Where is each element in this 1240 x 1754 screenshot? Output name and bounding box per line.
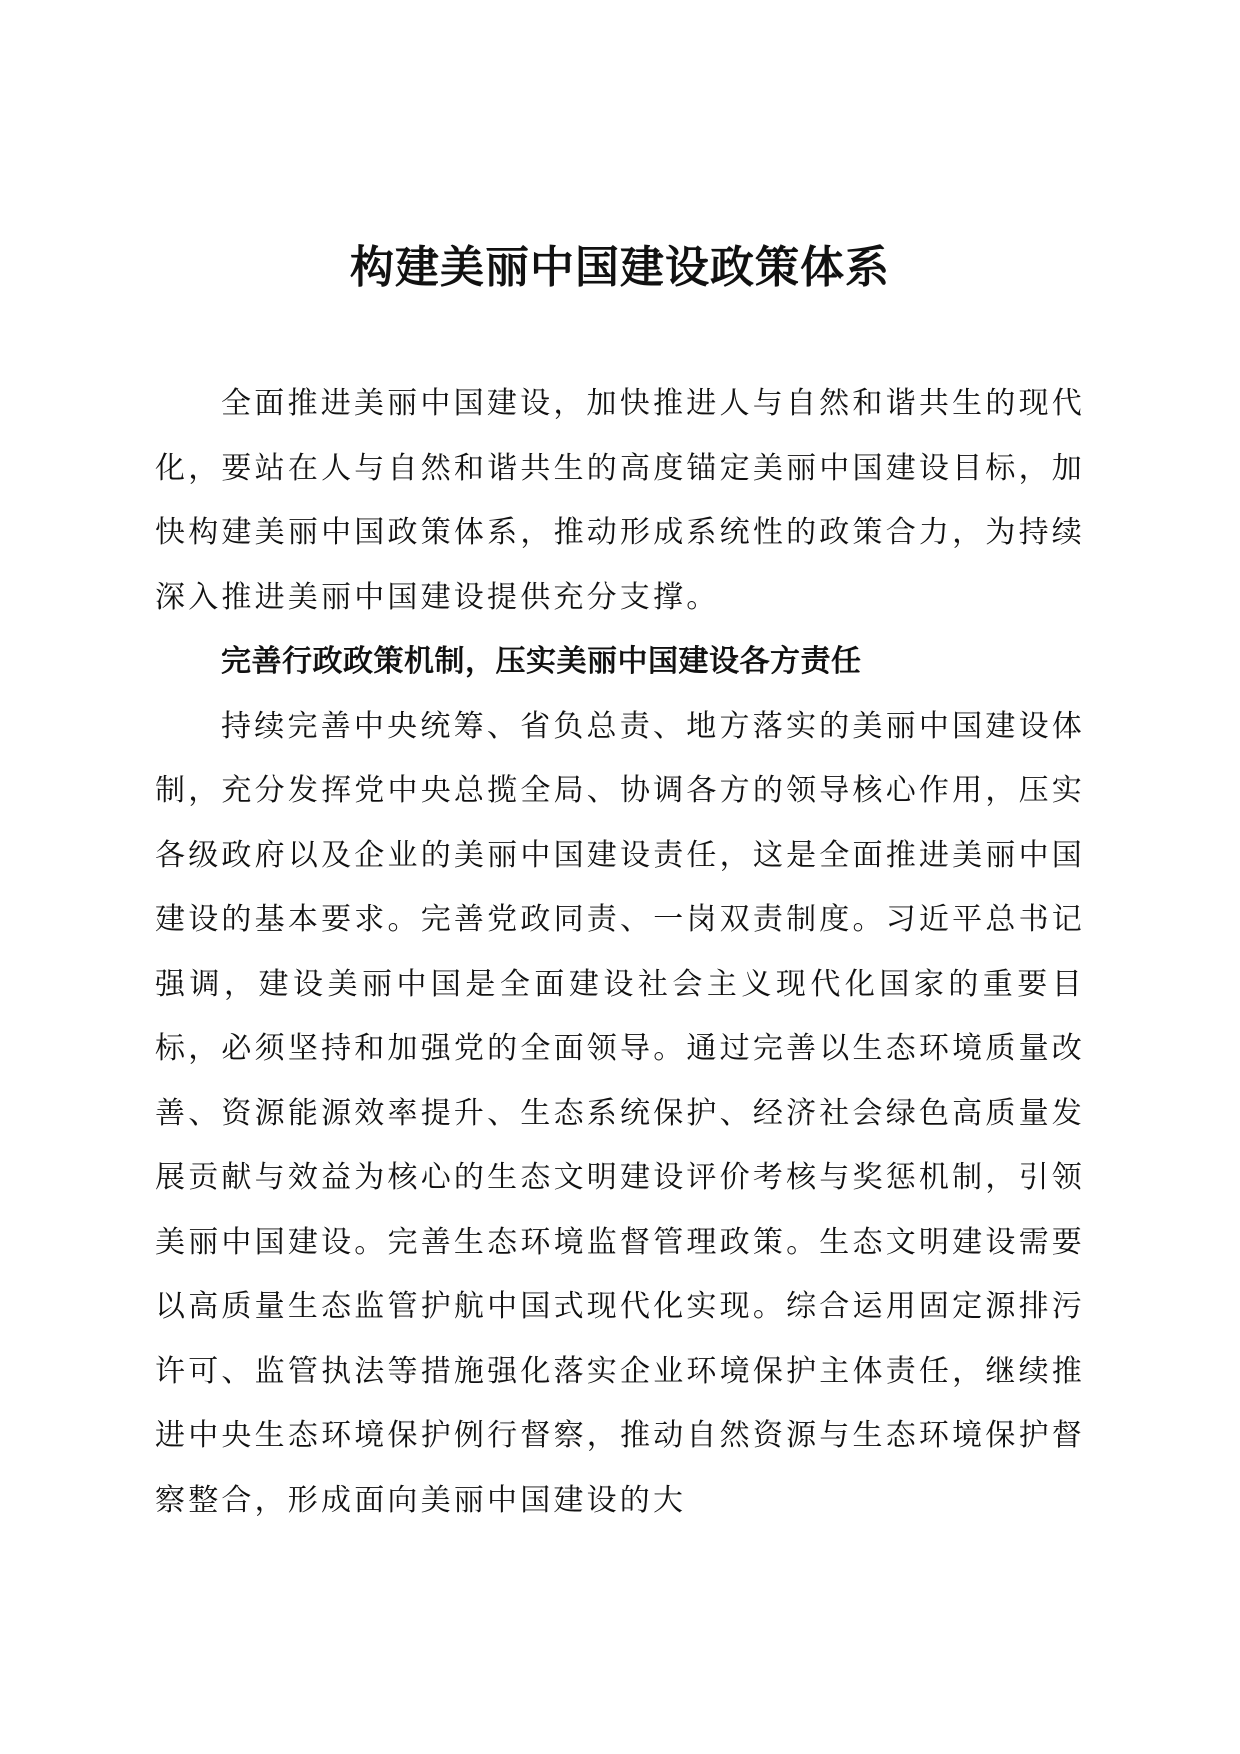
intro-paragraph: 全面推进美丽中国建设，加快推进人与自然和谐共生的现代化，要站在人与自然和谐共生的高度锚定美丽中国建设目标，加快构建美丽中国政策体系，推动形成系统性的政策合力，为持续深入推进美丽中国建设提供充分支撑。 bbox=[155, 386, 1085, 615]
document-body bbox=[155, 372, 1085, 1533]
section-paragraph: 持续完善中央统筹、省负总责、地方落实的美丽中国建设体制，充分发挥党中央总揽全局、协调各方的领导核心作用，压实各级政府以及企业的美丽中国建设责任，这是全面推进美丽中国建设的基本要求。完善党政同责、一岗双责制度。习近平总书记强调，建设美丽中国是全面建设社会主义现代化国家的重要目标，必须坚持和加强党的全面领导。通过完善以生态环境质量改善、资源能源效率提升、生态系统保护、经济社会绿色高质量发展贡献与效益为核心的生态文明建设评价考核与奖惩机制，引领美丽中国建设。完善生态环境监督管理政策。生态文明建设需要以高质量生态监管护航中国式现代化实现。综合运用固定源排污许可、监管执法等措施强化落实企业环境保护主体责任，继续推进中央生态环境保护例行督察，推动自然资源与生态环境保护督察整合，形成面向美丽中国建设的大 bbox=[155, 708, 1085, 1518]
page-title: 构建美丽中国建设政策体系 bbox=[350, 242, 890, 293]
section-heading: 完善行政政策机制，压实美丽中国建设各方责任 bbox=[221, 644, 862, 679]
